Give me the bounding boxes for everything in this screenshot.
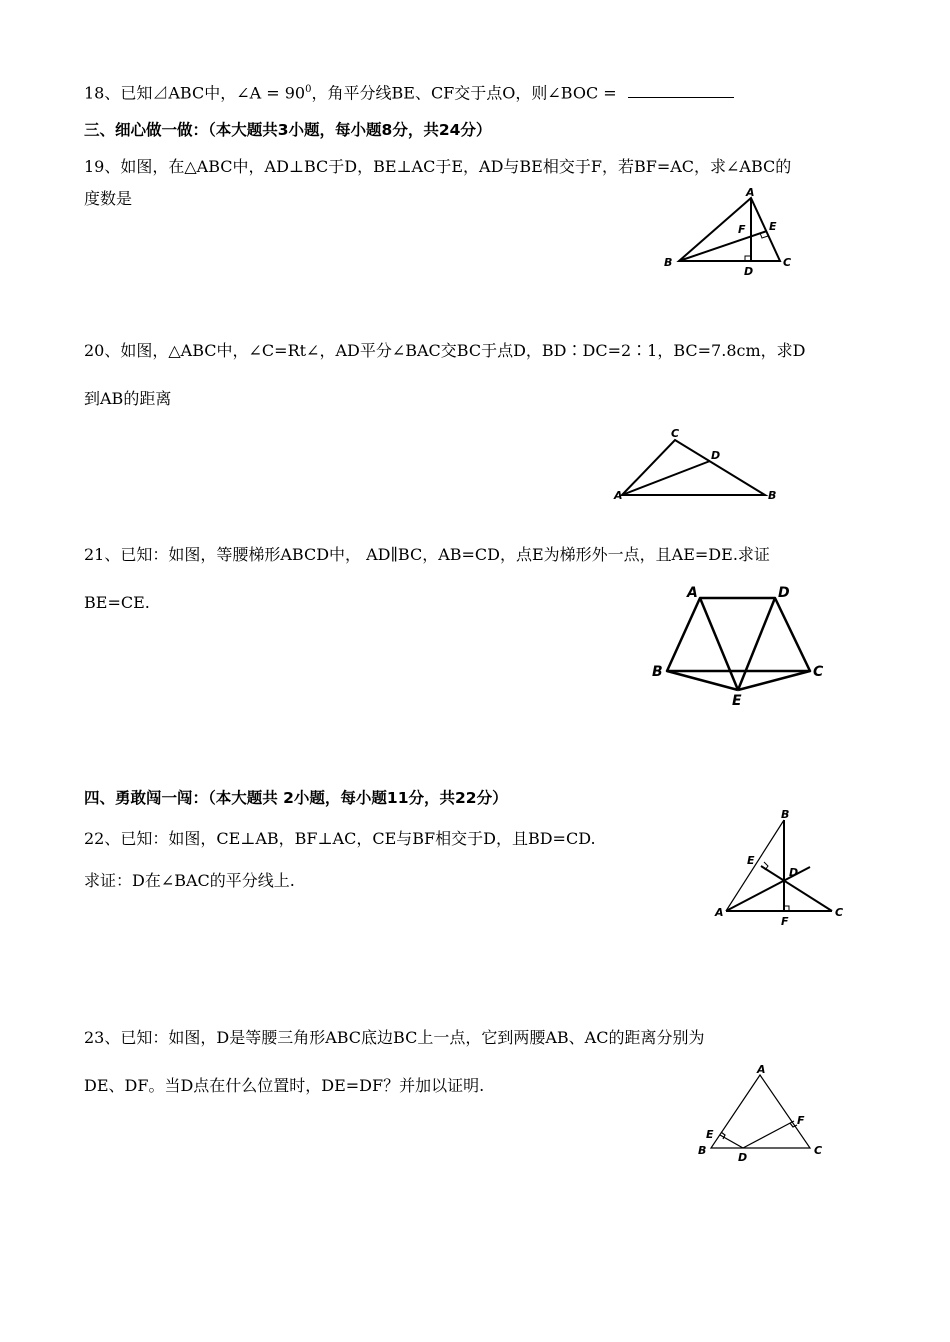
q18-text-before: 18、已知⊿ABC中，∠A = 90 bbox=[84, 83, 306, 103]
q20-figure bbox=[610, 420, 790, 505]
q19-label-b: B bbox=[664, 256, 673, 269]
q23-line-1: 23、已知：如图，D是等腰三角形ABC底边BC上一点，它到两腰AB、AC的距离分别为 bbox=[84, 1028, 705, 1047]
q23-label-e: E bbox=[706, 1128, 714, 1141]
section-3-heading: 三、细心做一做：（本大题共3小题，每小题8分，共24分） bbox=[84, 121, 492, 139]
q22-figure bbox=[712, 805, 852, 930]
q23-label-c: C bbox=[814, 1144, 823, 1157]
q21-label-c: C bbox=[813, 664, 824, 680]
q23-label-a: A bbox=[757, 1063, 766, 1076]
q19-label-e: E bbox=[769, 220, 777, 233]
q22-label-a: A bbox=[715, 906, 724, 919]
q20-line-2: 到AB的距离 bbox=[84, 389, 172, 408]
q23-label-b: B bbox=[698, 1144, 707, 1157]
q21-label-e: E bbox=[732, 693, 742, 709]
q19-line-2: 度数是 bbox=[84, 189, 133, 208]
q20-line-1: 20、如图，△ABC中，∠C=Rt∠，AD平分∠BAC交BC于点D，BD∶DC=2∶1，BC=7.8cm，求D bbox=[84, 341, 806, 360]
q21-line-2: BE=CE. bbox=[84, 593, 150, 612]
q22-label-b: B bbox=[781, 808, 790, 821]
q23-triangle-abc bbox=[711, 1075, 810, 1148]
q20-bisector-ad bbox=[622, 461, 710, 495]
section-4-heading: 四、勇敢闯一闯：（本大题共 2小题，每小题11分，共22分） bbox=[84, 789, 508, 807]
q21-segment-ae bbox=[700, 598, 738, 690]
q21-label-a: A bbox=[687, 585, 698, 601]
q23-label-f: F bbox=[797, 1114, 805, 1127]
q19-figure bbox=[655, 180, 805, 280]
q20-label-c: C bbox=[671, 427, 680, 440]
q19-line-1: 19、如图，在△ABC中，AD⊥BC于D，BE⊥AC于E，AD与BE相交于F，若BF=AC，求∠ABC的 bbox=[84, 157, 792, 176]
q22-side-ab bbox=[726, 820, 784, 911]
q19-label-c: C bbox=[783, 256, 792, 269]
q22-label-d: D bbox=[789, 866, 799, 879]
q18-text-after: ，角平分线BE、CF交于点O，则∠BOC = bbox=[311, 83, 622, 103]
q20-label-b: B bbox=[768, 489, 777, 502]
q23-line-2: DE、DF。当D点在什么位置时，DE=DF？并加以证明. bbox=[84, 1076, 485, 1095]
q21-label-b: B bbox=[652, 664, 663, 680]
q23-segment-df bbox=[743, 1121, 794, 1148]
q19-label-d: D bbox=[744, 265, 754, 278]
q21-trapezoid-abcd bbox=[667, 598, 810, 671]
q23-label-d: D bbox=[738, 1151, 748, 1164]
q22-label-e: E bbox=[747, 854, 755, 867]
q21-segment-de bbox=[738, 598, 775, 690]
q21-figure bbox=[645, 580, 830, 710]
q19-label-a: A bbox=[746, 186, 755, 199]
q22-line-2: 求证：D在∠BAC的平分线上. bbox=[84, 871, 295, 890]
q20-label-d: D bbox=[711, 449, 721, 462]
q20-label-a: A bbox=[614, 489, 623, 502]
q22-label-c: C bbox=[835, 906, 844, 919]
q19-triangle-abc bbox=[679, 198, 780, 261]
q19-segment-be bbox=[679, 231, 767, 261]
q19-label-f: F bbox=[738, 223, 746, 236]
question-18 bbox=[84, 80, 734, 103]
q22-line-1: 22、已知：如图，CE⊥AB，BF⊥AC，CE与BF相交于D，且BD=CD. bbox=[84, 829, 596, 848]
q22-label-f: F bbox=[781, 915, 789, 928]
q21-line-1: 21、已知：如图，等腰梯形ABCD中， AD∥BC，AB=CD，点E为梯形外一点，且AE=DE.求证 bbox=[84, 545, 770, 564]
q18-degree-sup: 0 bbox=[305, 84, 312, 95]
q18-answer-blank[interactable] bbox=[628, 83, 734, 98]
q21-label-d: D bbox=[778, 585, 790, 601]
q21-segment-be bbox=[667, 671, 738, 690]
q23-figure bbox=[695, 1060, 835, 1165]
q21-segment-ce bbox=[738, 671, 810, 690]
